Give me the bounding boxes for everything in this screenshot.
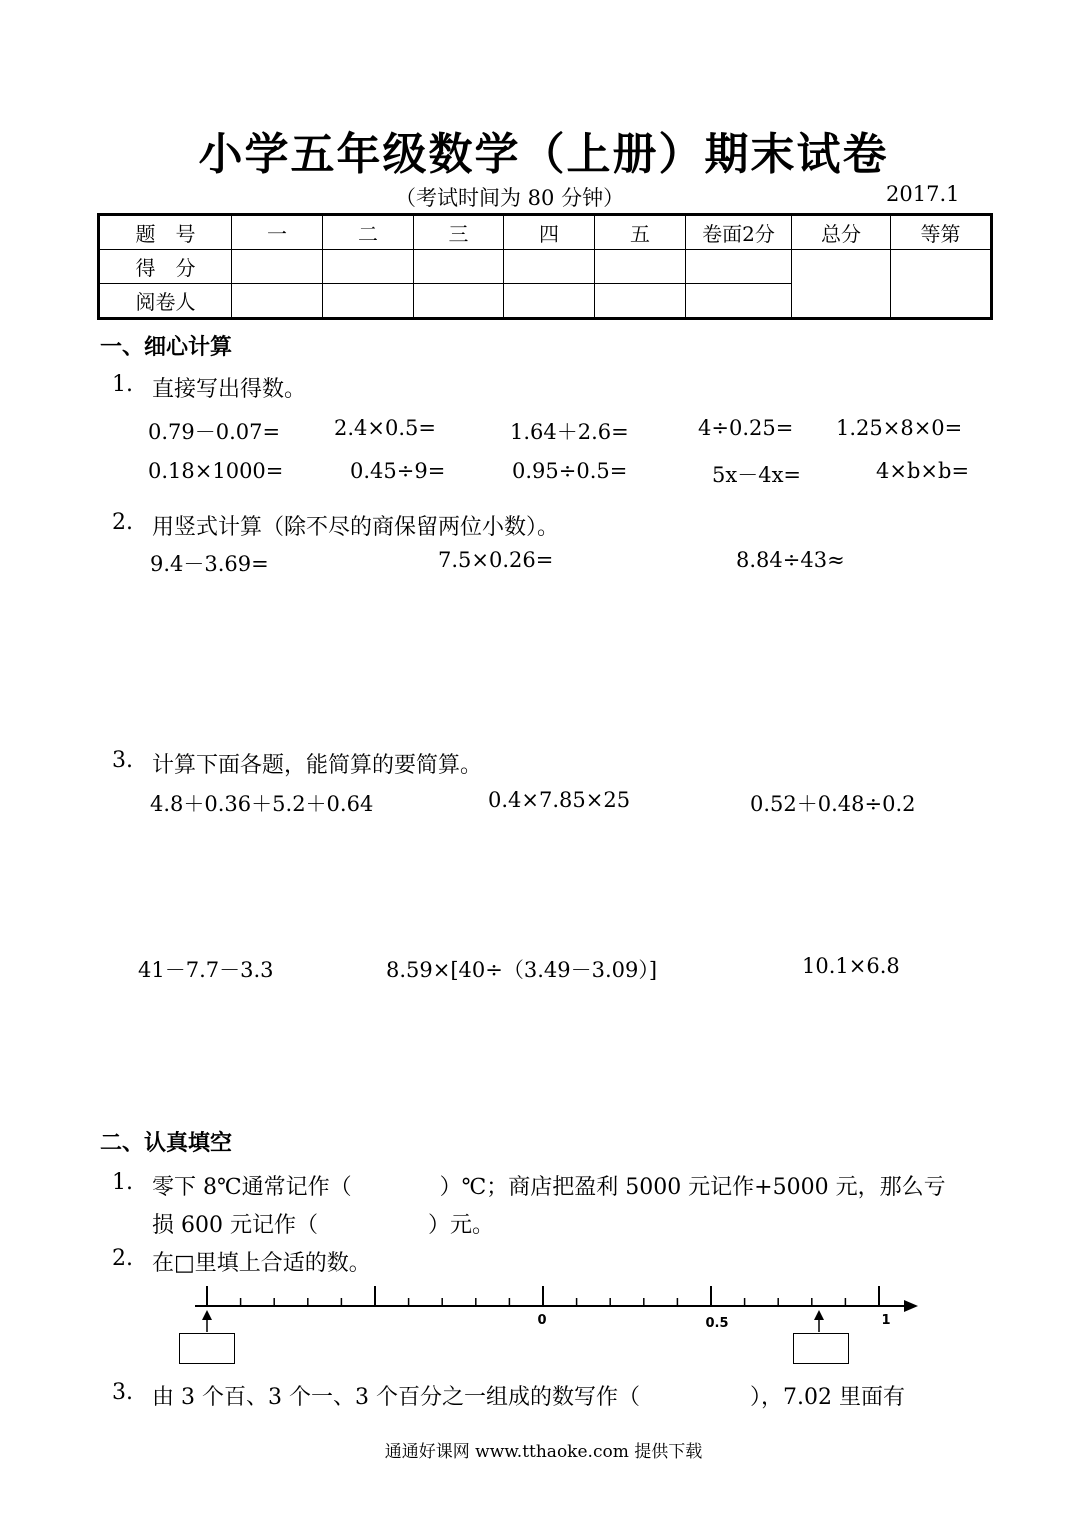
question-text: 零下 8℃通常记作（ ）℃；商店把盈利 5000 元记作+5000 元，那么亏 xyxy=(152,1175,946,1200)
exam-date: 2017.1 xyxy=(886,182,960,206)
simplify-calc-item: 4.8＋0.36＋5.2＋0.64 xyxy=(150,792,374,816)
question-number: 3. xyxy=(112,1380,133,1405)
grader-cell xyxy=(414,284,504,319)
oral-calc-item: 0.18×1000= xyxy=(148,459,284,483)
row-label: 得 分 xyxy=(99,250,232,284)
question-text: 由 3 个百、3 个一、3 个百分之一组成的数写作（ ），7.02 里面有 xyxy=(152,1385,905,1410)
header-cell: 等第 xyxy=(891,215,992,250)
grader-cell xyxy=(686,284,792,319)
section-2-title: 二、认真填空 xyxy=(100,1131,233,1156)
question-text: 在□里填上合适的数。 xyxy=(152,1251,371,1276)
oral-calc-item: 4÷0.25= xyxy=(698,416,794,440)
oral-calc-item: 5x－4x= xyxy=(712,463,802,487)
oral-calc-item: 1.25×8×0= xyxy=(836,416,963,440)
question-text: 损 600 元记作（ ）元。 xyxy=(152,1213,494,1238)
number-line-ticks xyxy=(207,1286,879,1306)
grader-cell xyxy=(504,284,595,319)
vertical-calc-item: 8.84÷43≈ xyxy=(736,548,845,572)
total-score-cell xyxy=(792,250,891,319)
vertical-calc-item: 9.4－3.69= xyxy=(150,552,269,576)
score-table xyxy=(97,213,993,320)
score-cell xyxy=(323,250,414,284)
answer-box-left[interactable] xyxy=(179,1333,235,1364)
question-number: 3. xyxy=(112,748,133,773)
vertical-calc-item: 7.5×0.26= xyxy=(438,548,554,572)
question-number: 2. xyxy=(112,1246,133,1271)
oral-calc-item: 0.45÷9= xyxy=(350,459,446,483)
simplify-calc-item: 0.52＋0.48÷0.2 xyxy=(750,792,916,816)
header-cell: 总分 xyxy=(792,215,891,250)
row-label: 阅卷人 xyxy=(99,284,232,319)
score-header-row xyxy=(99,215,992,250)
exam-duration: （考试时间为 80 分钟） xyxy=(395,186,625,210)
simplify-calc-item: 10.1×6.8 xyxy=(802,954,900,978)
score-cell xyxy=(504,250,595,284)
header-cell: 三 xyxy=(414,215,504,250)
question-text: 直接写出得数。 xyxy=(152,377,307,402)
header-cell: 一 xyxy=(232,215,323,250)
oral-calc-item: 0.95÷0.5= xyxy=(512,459,628,483)
question-text: 用竖式计算（除不尽的商保留两位小数）。 xyxy=(152,515,560,540)
score-cell xyxy=(414,250,504,284)
simplify-calc-item: 0.4×7.85×25 xyxy=(488,788,631,812)
score-cell xyxy=(686,250,792,284)
score-cell xyxy=(232,250,323,284)
page-title: 小学五年级数学（上册）期末试卷 xyxy=(198,129,889,180)
oral-calc-item: 1.64＋2.6= xyxy=(510,420,629,444)
header-cell: 四 xyxy=(504,215,595,250)
section-1-title: 一、细心计算 xyxy=(100,335,233,360)
answer-box-right[interactable] xyxy=(793,1333,849,1364)
grader-cell xyxy=(323,284,414,319)
footer-source: 通通好课网 www.tthaoke.com 提供下载 xyxy=(384,1442,703,1462)
header-cell: 题 号 xyxy=(99,215,232,250)
simplify-calc-item: 8.59×[40÷（3.49－3.09）] xyxy=(386,958,658,982)
question-text: 计算下面各题，能简算的要简算。 xyxy=(152,753,483,778)
oral-calc-item: 4×b×b= xyxy=(876,459,970,483)
question-number: 2. xyxy=(112,510,133,535)
number-line-arrow-icon xyxy=(904,1300,918,1312)
grader-cell xyxy=(595,284,686,319)
simplify-calc-item: 41－7.7－3.3 xyxy=(138,958,274,982)
pointer-right-arrow-icon xyxy=(814,1310,824,1320)
header-cell: 五 xyxy=(595,215,686,250)
number-line-label-half: 0.5 xyxy=(705,1316,729,1331)
score-cell xyxy=(595,250,686,284)
score-row xyxy=(99,250,992,284)
grader-cell xyxy=(232,284,323,319)
oral-calc-item: 2.4×0.5= xyxy=(334,416,436,440)
pointer-left-arrow-icon xyxy=(202,1310,212,1320)
number-line-label-one: 1 xyxy=(881,1313,891,1328)
header-cell: 卷面2分 xyxy=(686,215,792,250)
grade-cell xyxy=(891,250,992,319)
number-line-label-zero: 0 xyxy=(537,1313,547,1328)
header-cell: 二 xyxy=(323,215,414,250)
question-number: 1. xyxy=(112,372,133,397)
oral-calc-item: 0.79－0.07= xyxy=(148,420,281,444)
question-number: 1. xyxy=(112,1170,133,1195)
